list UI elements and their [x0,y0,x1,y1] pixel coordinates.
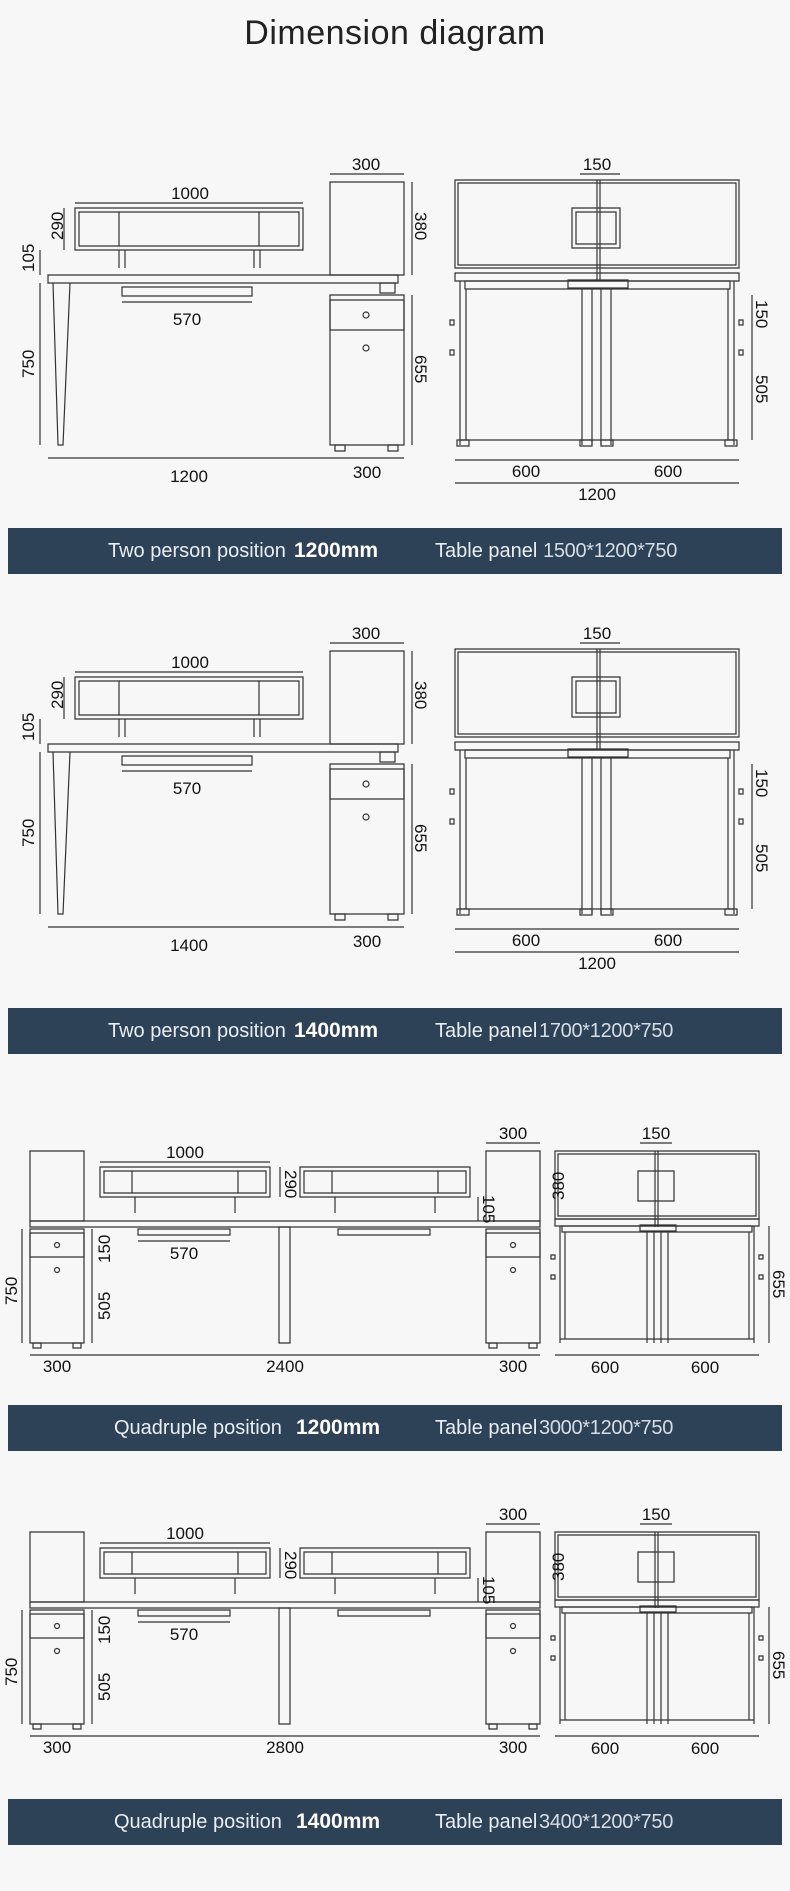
dim-gap-height: 105 [19,243,38,272]
dim-front-655: 655 [769,1270,788,1299]
position-size: 1400mm [294,1019,379,1042]
dim-front-total: 1200 [578,485,616,504]
dim-front-screen: 150 [582,624,612,643]
dimension-labels [0,1486,790,1786]
panel-value: 1700*1200*750 [539,1020,674,1042]
panel-label: Table panel [435,1417,538,1439]
spec-banner-2 [8,1008,782,1054]
dim-front-150: 150 [752,769,771,798]
dim-drawer-height: 150 [95,1234,114,1263]
dim-front-left: 600 [590,1739,620,1758]
dim-pedestal-height: 655 [411,355,430,384]
dim-gap-height: 105 [479,1576,498,1605]
dim-total-width: 2400 [266,1357,304,1376]
spec-banner-4 [8,1799,782,1845]
dim-front-655: 655 [769,1651,788,1680]
dim-desk-height: 750 [19,349,38,378]
dim-pedestal-width: 300 [352,932,382,951]
dim-desk-height: 750 [19,818,38,847]
panel-value: 3000*1200*750 [539,1417,674,1439]
dim-total-width: 2800 [266,1738,304,1757]
page-title: Dimension diagram [244,14,546,52]
dim-front-505: 505 [752,844,771,873]
position-label: Quadruple position [114,1417,282,1439]
dim-right-pedestal: 300 [498,1357,528,1376]
dim-total-width: 1200 [170,467,208,486]
dim-drawer-width: 570 [169,1625,199,1644]
dim-left-pedestal: 300 [42,1357,72,1376]
dim-hutch-width: 300 [498,1124,528,1143]
dim-front-150: 150 [752,300,771,329]
position-size: 1400mm [296,1810,381,1833]
dim-hutch-height: 380 [411,212,430,241]
dim-drawer-width: 570 [169,1244,199,1263]
dim-shelf-height: 290 [281,1551,300,1580]
dim-right-pedestal: 300 [498,1738,528,1757]
dim-left-pedestal: 300 [42,1738,72,1757]
dim-pedestal-height: 655 [411,824,430,853]
dim-hutch-width: 300 [498,1505,528,1524]
position-label: Quadruple position [114,1811,282,1833]
dim-front-left: 600 [590,1358,620,1377]
dim-front-right: 600 [653,931,683,950]
diagram-two-person-1200 [0,140,790,580]
panel-label: Table panel [435,1020,538,1042]
dim-shelf-width: 1000 [166,1524,204,1543]
dim-total-width: 1400 [170,936,208,955]
dim-front-screen: 150 [582,155,612,174]
dim-hutch-width: 300 [351,155,381,174]
dim-desk-height: 750 [2,1657,21,1686]
dimension-labels [0,140,790,580]
dim-shelf-height: 290 [281,1170,300,1199]
dim-shelf-width: 1000 [166,1143,204,1162]
dim-front-left: 600 [511,931,541,950]
position-size: 1200mm [294,539,379,562]
dim-hutch-height: 380 [411,681,430,710]
dim-front-505: 505 [752,375,771,404]
dim-pedestal-lower: 505 [95,1291,114,1320]
dim-drawer-width: 570 [172,310,202,329]
dim-front-left: 600 [511,462,541,481]
panel-label: Table panel [435,1811,538,1833]
spec-banner-3 [8,1405,782,1451]
dim-shelf-width: 1000 [171,184,209,203]
dim-pedestal-lower: 505 [95,1672,114,1701]
dim-shelf-height: 290 [48,211,67,240]
diagram-two-person-1400 [0,609,790,1049]
dim-drawer-width: 570 [172,779,202,798]
panel-label: Table panel [435,540,538,562]
dim-pedestal-width: 300 [352,463,382,482]
dim-desk-height: 750 [2,1276,21,1305]
dim-hutch-height: 380 [549,1552,568,1581]
dim-front-right: 600 [653,462,683,481]
dim-hutch-height: 380 [549,1171,568,1200]
panel-value: 3400*1200*750 [539,1811,674,1833]
dim-front-right: 600 [690,1739,720,1758]
dim-drawer-height: 150 [95,1615,114,1644]
position-label: Two person position [108,540,286,562]
spec-banner-1 [8,528,782,574]
dim-gap-height: 105 [479,1195,498,1224]
diagram-quadruple-1400 [0,1486,790,1786]
dim-front-screen: 150 [641,1124,671,1143]
dimension-labels [0,1105,790,1405]
dim-shelf-height: 290 [48,680,67,709]
dim-shelf-width: 1000 [171,653,209,672]
dimension-labels [0,609,790,1049]
position-size: 1200mm [296,1416,381,1439]
dim-gap-height: 105 [19,712,38,741]
dim-front-right: 600 [690,1358,720,1377]
panel-value: 1500*1200*750 [543,540,678,562]
dim-front-total: 1200 [578,954,616,973]
dim-front-screen: 150 [641,1505,671,1524]
position-label: Two person position [108,1020,286,1042]
dim-hutch-width: 300 [351,624,381,643]
diagram-quadruple-1200 [0,1105,790,1405]
